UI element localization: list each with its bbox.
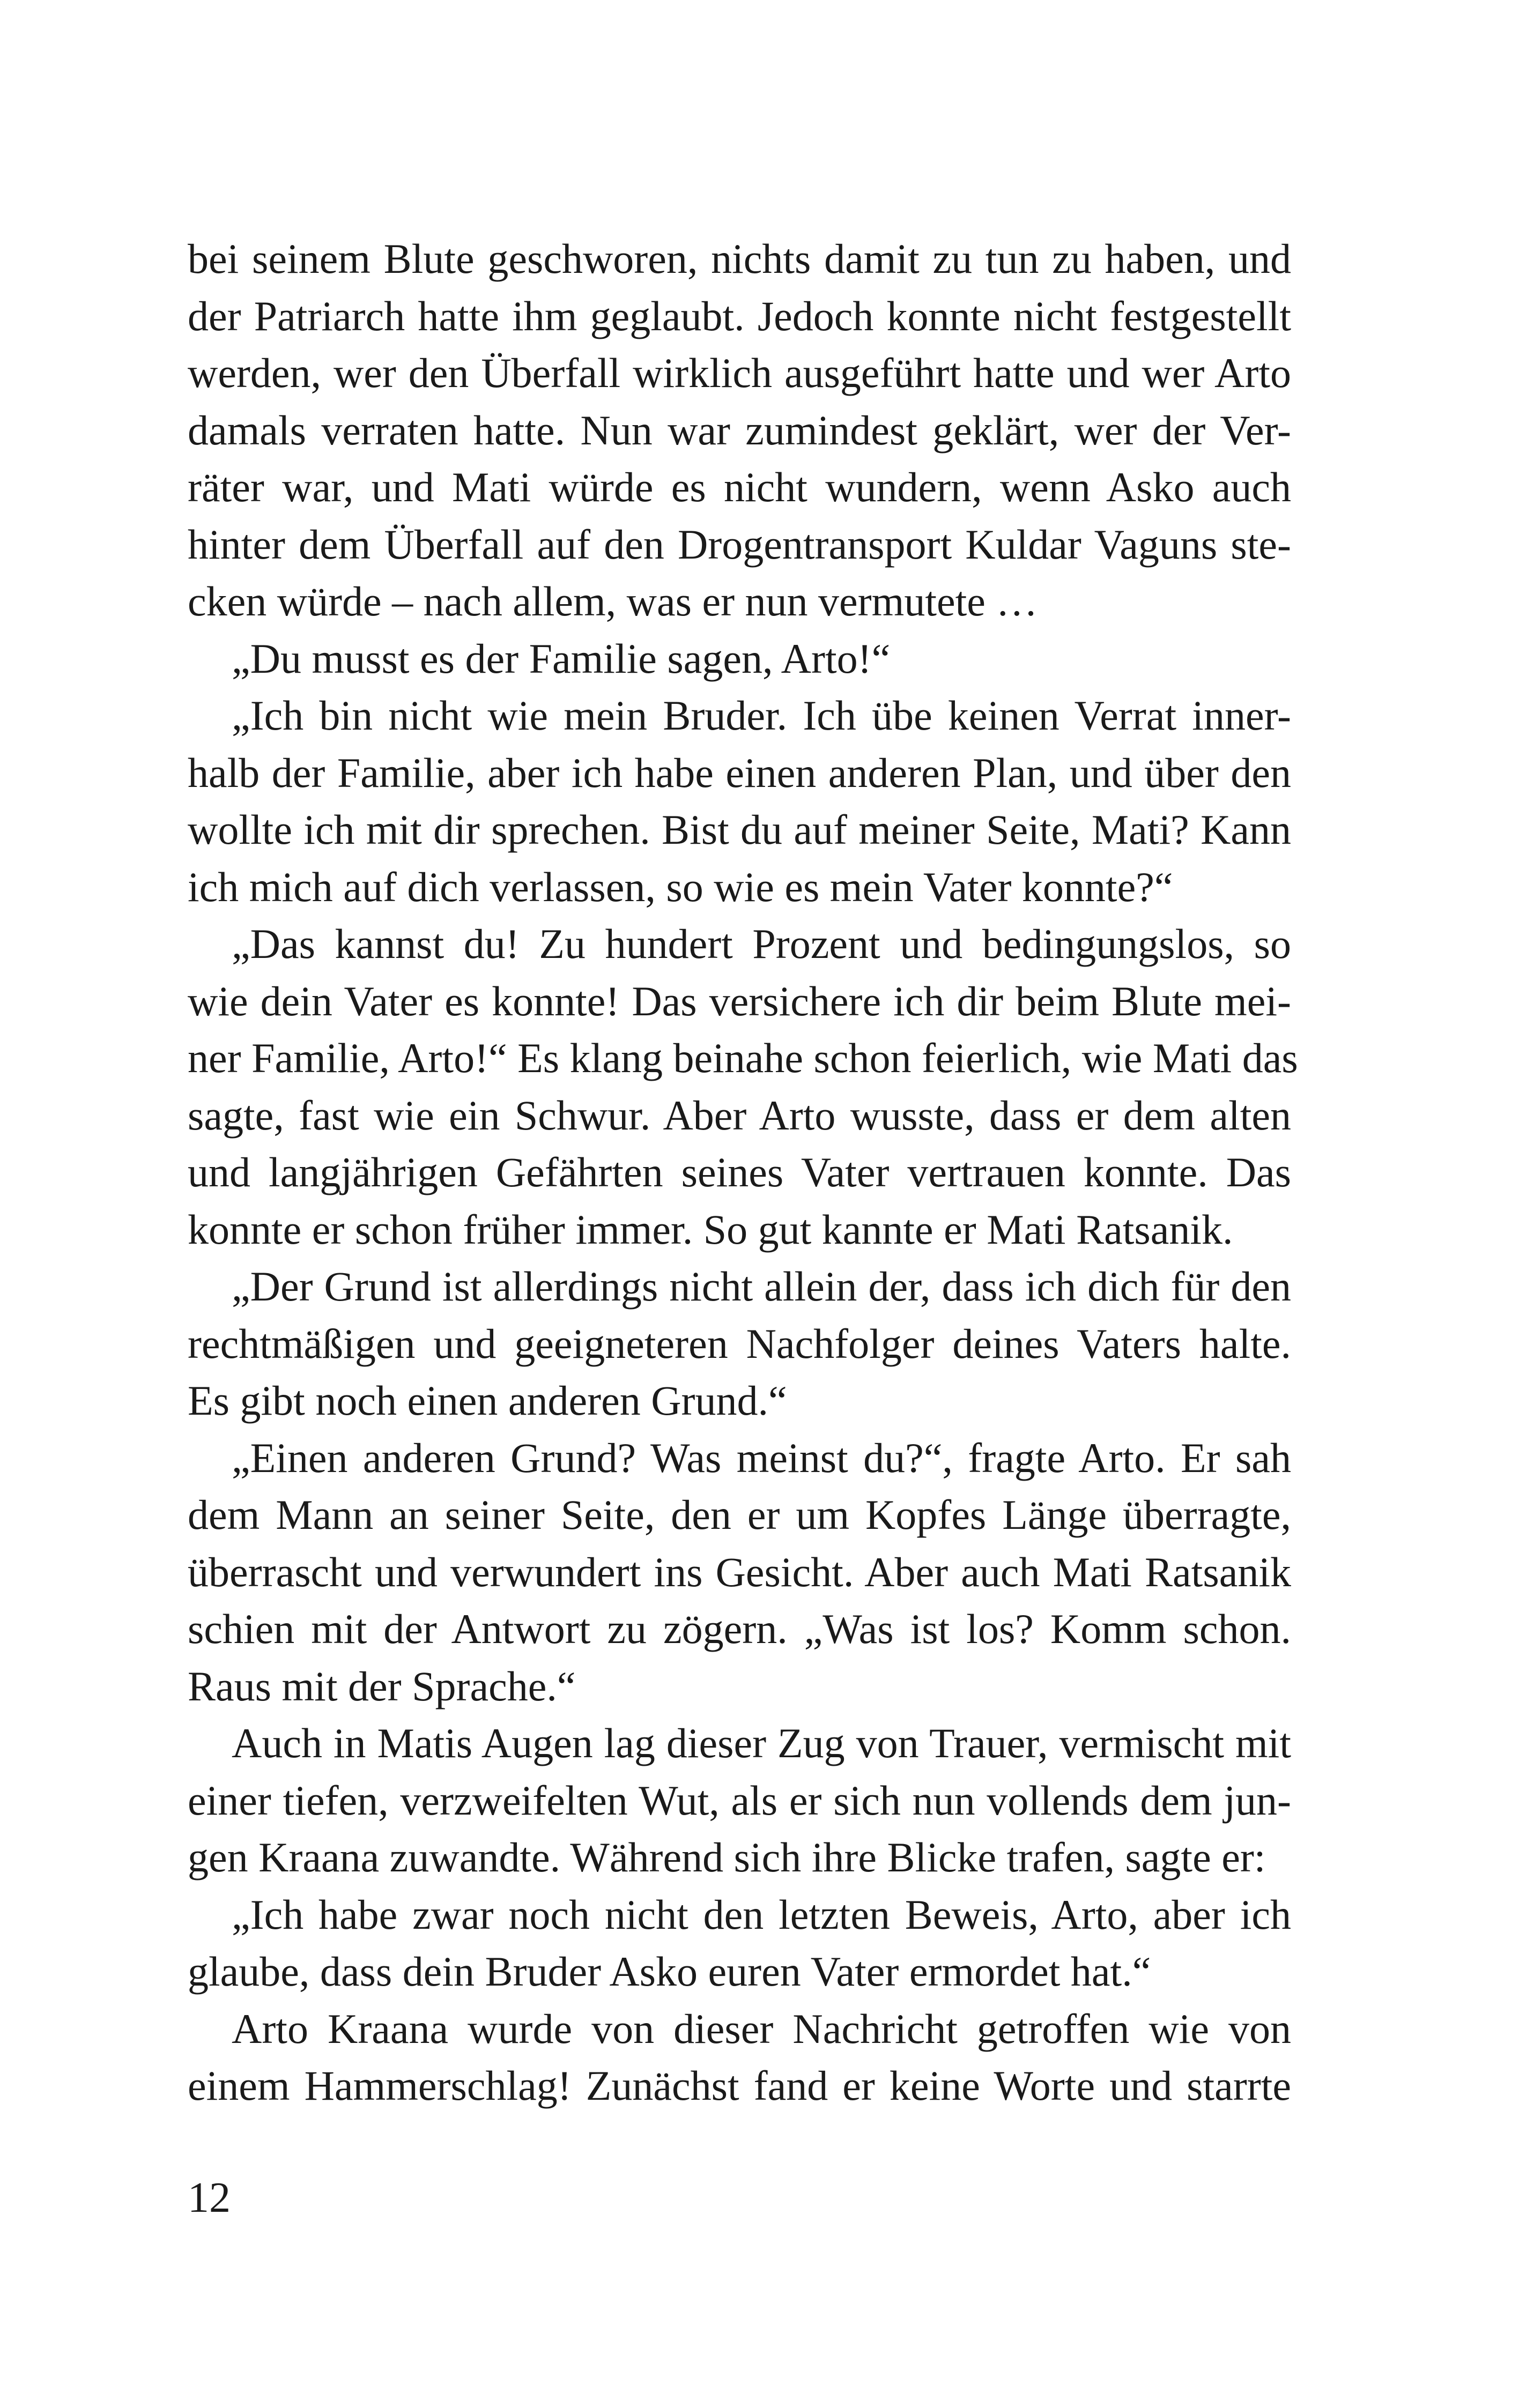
- text-line: „Der Grund ist allerdings nicht allein der, dass ich dich für den: [232, 1263, 1291, 1310]
- text-line: wollte ich mit dir sprechen. Bist du auf meiner Seite, Mati? Kann: [188, 806, 1291, 853]
- text-line: Raus mit der Sprache.“: [188, 1662, 576, 1710]
- text-line: „Das kannst du! Zu hundert Prozent und bedingungslos, so: [232, 920, 1291, 967]
- text-line: Es gibt noch einen anderen Grund.“: [188, 1377, 787, 1424]
- text-line: „Einen anderen Grund? Was meinst du?“, fragte Arto. Er sah: [232, 1434, 1291, 1481]
- text-line: „Ich habe zwar noch nicht den letzten Beweis, Arto, aber ich: [232, 1891, 1291, 1938]
- text-line: der Patriarch hatte ihm geglaubt. Jedoch konnte nicht festgestellt: [188, 292, 1291, 339]
- text-line: ner Familie, Arto!“ Es klang beinahe schon feierlich, wie Mati das: [188, 1035, 1298, 1081]
- text-line: bei seinem Blute geschworen, nichts damit zu tun zu haben, und: [188, 235, 1291, 282]
- text-line: werden, wer den Überfall wirklich ausgeführt hatte und wer Arto: [188, 350, 1291, 396]
- text-line: und langjährigen Gefährten seines Vater vertrauen konnte. Das: [188, 1149, 1291, 1195]
- text-line: glaube, dass dein Bruder Asko euren Vater ermordet hat.“: [188, 1948, 1151, 1995]
- text-line: ich mich auf dich verlassen, so wie es mein Vater konnte?“: [188, 863, 1173, 910]
- text-line: „Ich bin nicht wie mein Bruder. Ich übe keinen Verrat inner-: [232, 692, 1291, 739]
- text-line: wie dein Vater es konnte! Das versichere ich dir beim Blute mei-: [188, 977, 1291, 1024]
- text-line: Auch in Matis Augen lag dieser Zug von Trauer, vermischt mit: [232, 1720, 1291, 1766]
- text-line: halb der Familie, aber ich habe einen anderen Plan, und über den: [188, 749, 1291, 796]
- text-line: einem Hammerschlag! Zunächst fand er keine Worte und starrte: [188, 2062, 1291, 2109]
- text-line: gen Kraana zuwandte. Während sich ihre Blicke trafen, sagte er:: [188, 1834, 1266, 1881]
- text-line: rechtmäßigen und geeigneteren Nachfolger deines Vaters halte.: [188, 1320, 1291, 1367]
- text-line: überrascht und verwundert ins Gesicht. Aber auch Mati Ratsanik: [188, 1548, 1291, 1595]
- body-text: [188, 231, 1298, 2115]
- text-line: hinter dem Überfall auf den Drogentransport Kuldar Vaguns ste-: [188, 521, 1291, 568]
- text-line: cken würde – nach allem, was er nun vermutete …: [188, 578, 1038, 625]
- text-line: räter war, und Mati würde es nicht wundern, wenn Asko auch: [188, 464, 1291, 510]
- text-line: konnte er schon früher immer. So gut kannte er Mati Ratsanik.: [188, 1206, 1233, 1253]
- text-line: damals verraten hatte. Nun war zumindest geklärt, wer der Ver-: [188, 406, 1291, 454]
- text-line: dem Mann an seiner Seite, den er um Kopfes Länge überragte,: [188, 1491, 1291, 1538]
- text-line: sagte, fast wie ein Schwur. Aber Arto wusste, dass er dem alten: [188, 1091, 1291, 1139]
- text-line: Arto Kraana wurde von dieser Nachricht getroffen wie von: [232, 2005, 1291, 2052]
- text-line: einer tiefen, verzweifelten Wut, als er sich nun vollends dem jun-: [188, 1777, 1291, 1824]
- page-number: 12: [188, 2174, 231, 2221]
- text-line: schien mit der Antwort zu zögern. „Was ist los? Komm schon.: [188, 1606, 1291, 1652]
- text-line: „Du musst es der Familie sagen, Arto!“: [232, 635, 891, 682]
